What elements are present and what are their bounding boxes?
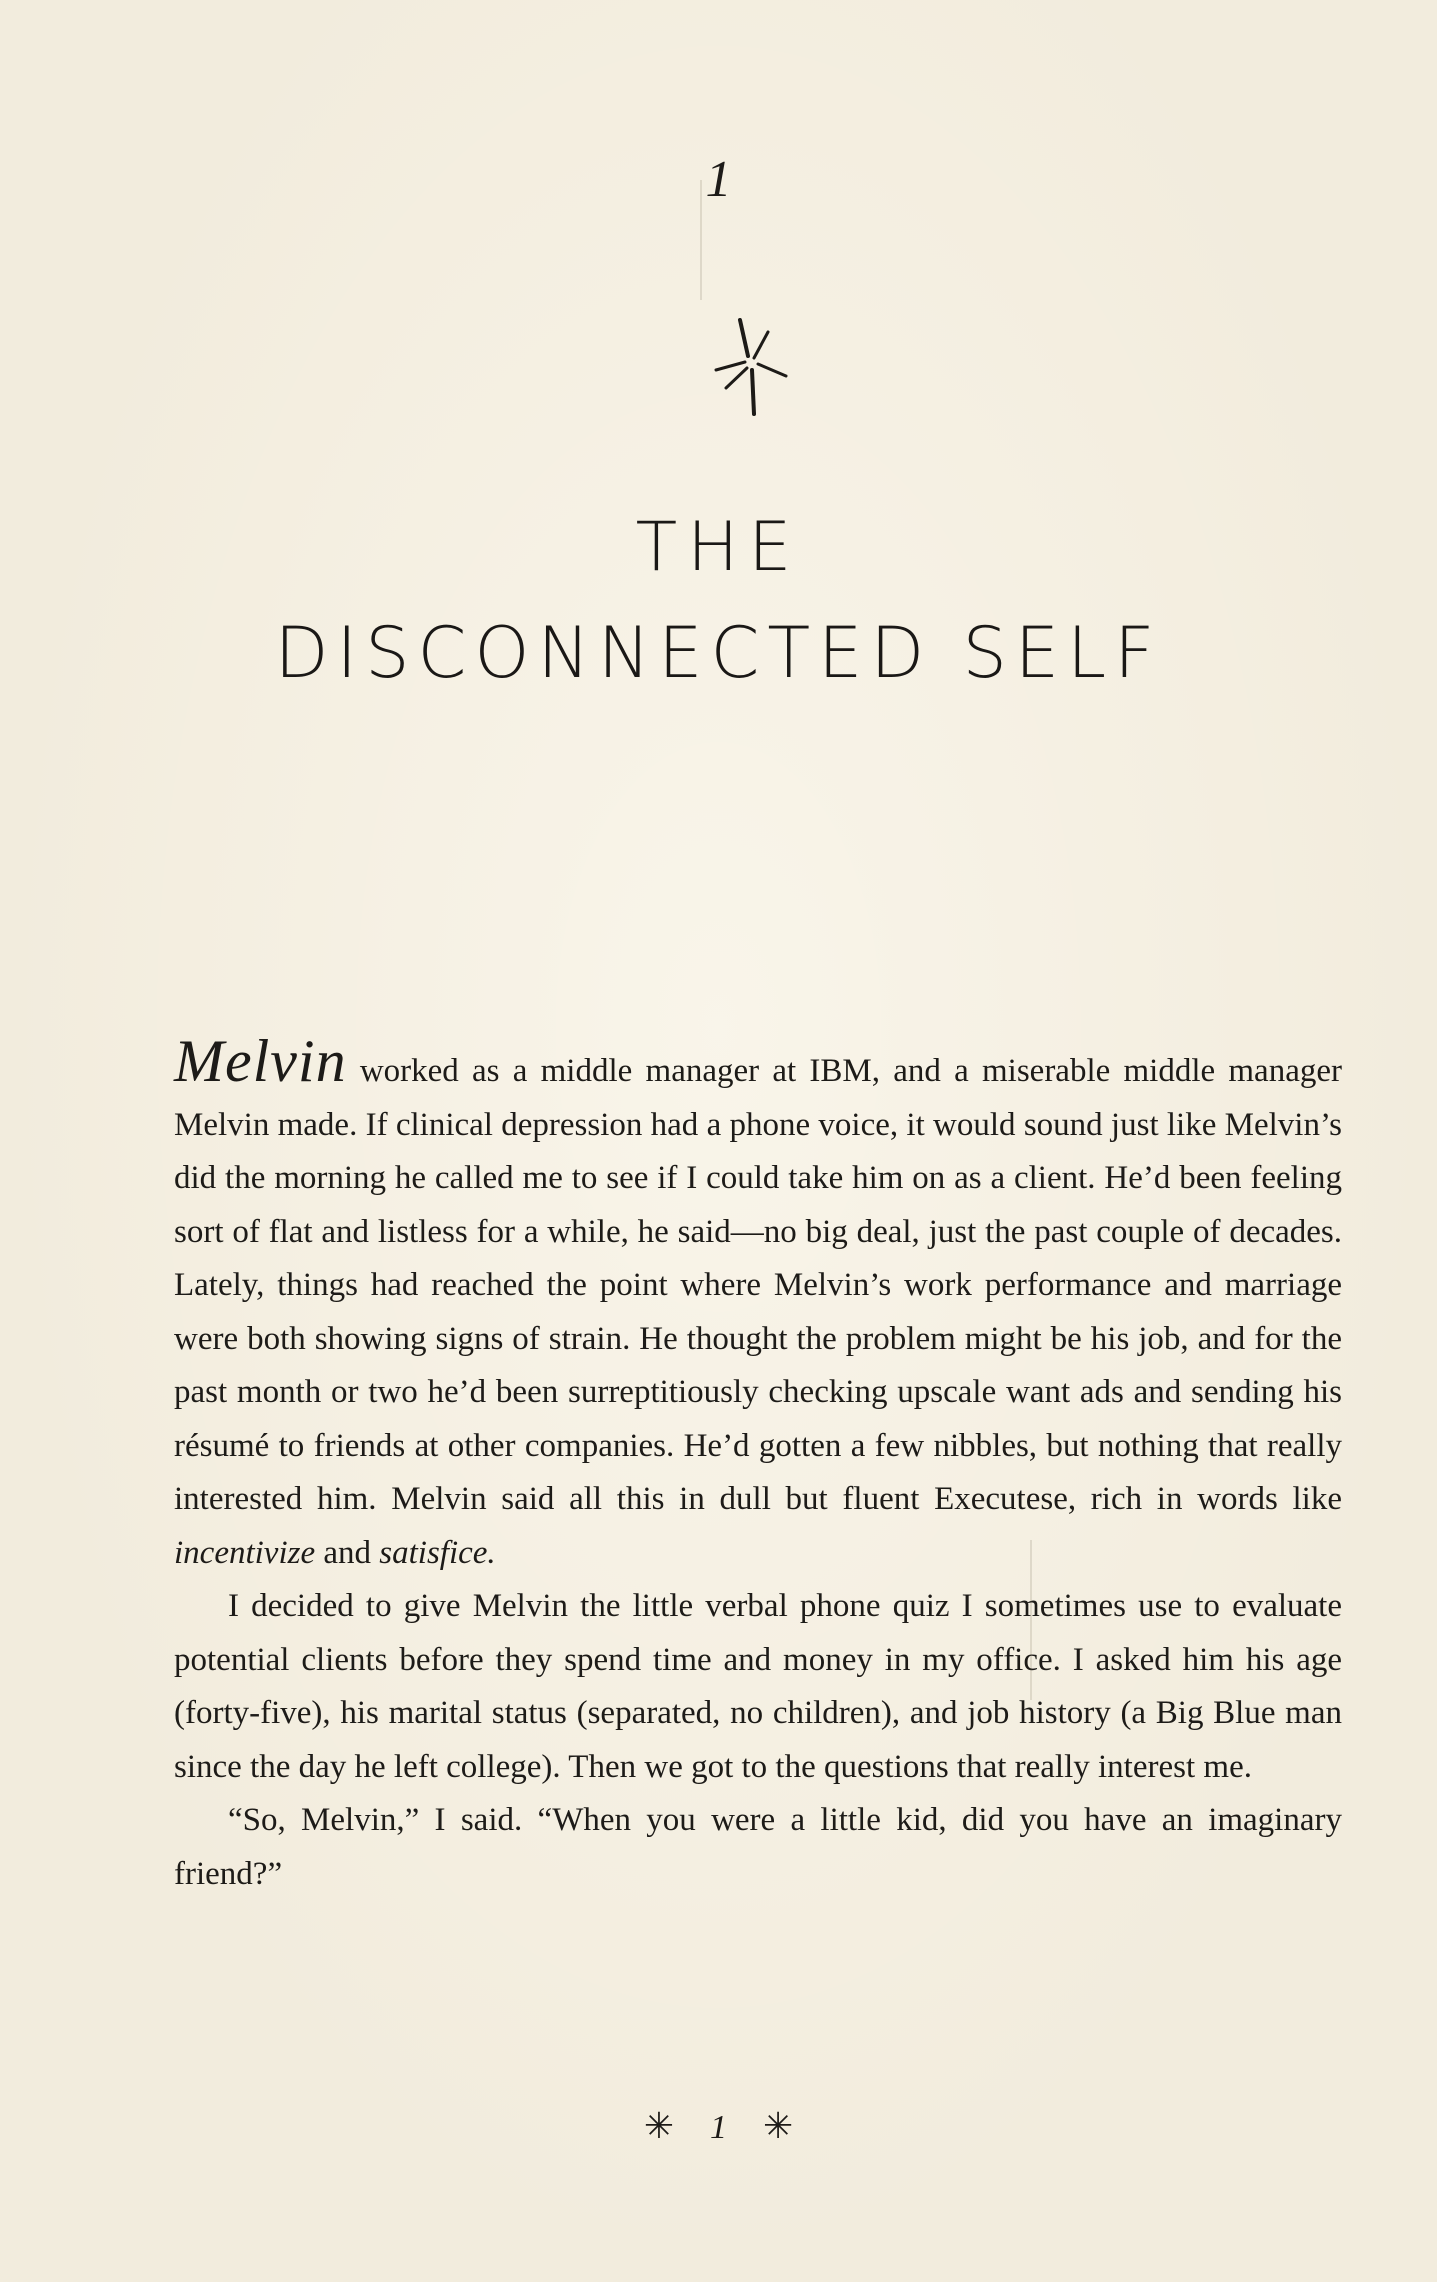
italic-word-incentivize: incentivize bbox=[174, 1534, 316, 1571]
chapter-title-line-1: THE bbox=[635, 508, 802, 587]
paragraph-1-text: worked as a middle manager at IBM, and a miserable middle manager Melvin made. If clinical depression had a phone voice, it would sound just like Melvin’s did the morning he called me to see if I could take him on as a client. He’d been feeling sort of flat and listless for a while, he said—no big deal, just the past couple of decades. Lately, things had reached the point where Melvin’s work performance and marriage were both showing signs of strain. He thought the problem might be his job, and for the past month or two he’d been surreptitiously checking upscale want ads and sending his résumé to friends at other companies. He’d gotten a few nibbles, but nothing that really interested him. Melvin said all this in dull but fluent Executese, rich in words like bbox=[174, 1053, 1342, 1517]
folio-star-right: ✳ bbox=[763, 2106, 794, 2146]
paragraph-1-and: and bbox=[315, 1534, 380, 1571]
paragraph-2: I decided to give Melvin the little verbal phone quiz I sometimes use to evaluate potential clients before they spend time and money in my office. I asked him his age (forty-five), his marital status (separated, no children), and job history (a Big Blue man since the day he left college). Then we got to the questions that really interest me. bbox=[174, 1588, 1342, 1785]
show-through-mark bbox=[1030, 1540, 1032, 1700]
folio-star-left: ✳ bbox=[643, 2106, 674, 2146]
show-through-mark bbox=[700, 180, 702, 300]
chapter-number: 1 bbox=[705, 151, 732, 208]
sparkle-ornament-icon bbox=[712, 318, 790, 416]
body-text bbox=[174, 1028, 1342, 1901]
folio bbox=[0, 2105, 1437, 2147]
chapter-title-line-2: DISCONNECTED SELF bbox=[274, 612, 1163, 694]
page-number: 1 bbox=[710, 2109, 727, 2146]
italic-word-satisfice: satisfice. bbox=[379, 1534, 496, 1571]
opening-word: Melvin bbox=[174, 1028, 347, 1094]
paragraph-1 bbox=[174, 1028, 1342, 1580]
paragraph-3: “So, Melvin,” I said. “When you were a little kid, did you have an imaginary friend?” bbox=[174, 1802, 1342, 1892]
